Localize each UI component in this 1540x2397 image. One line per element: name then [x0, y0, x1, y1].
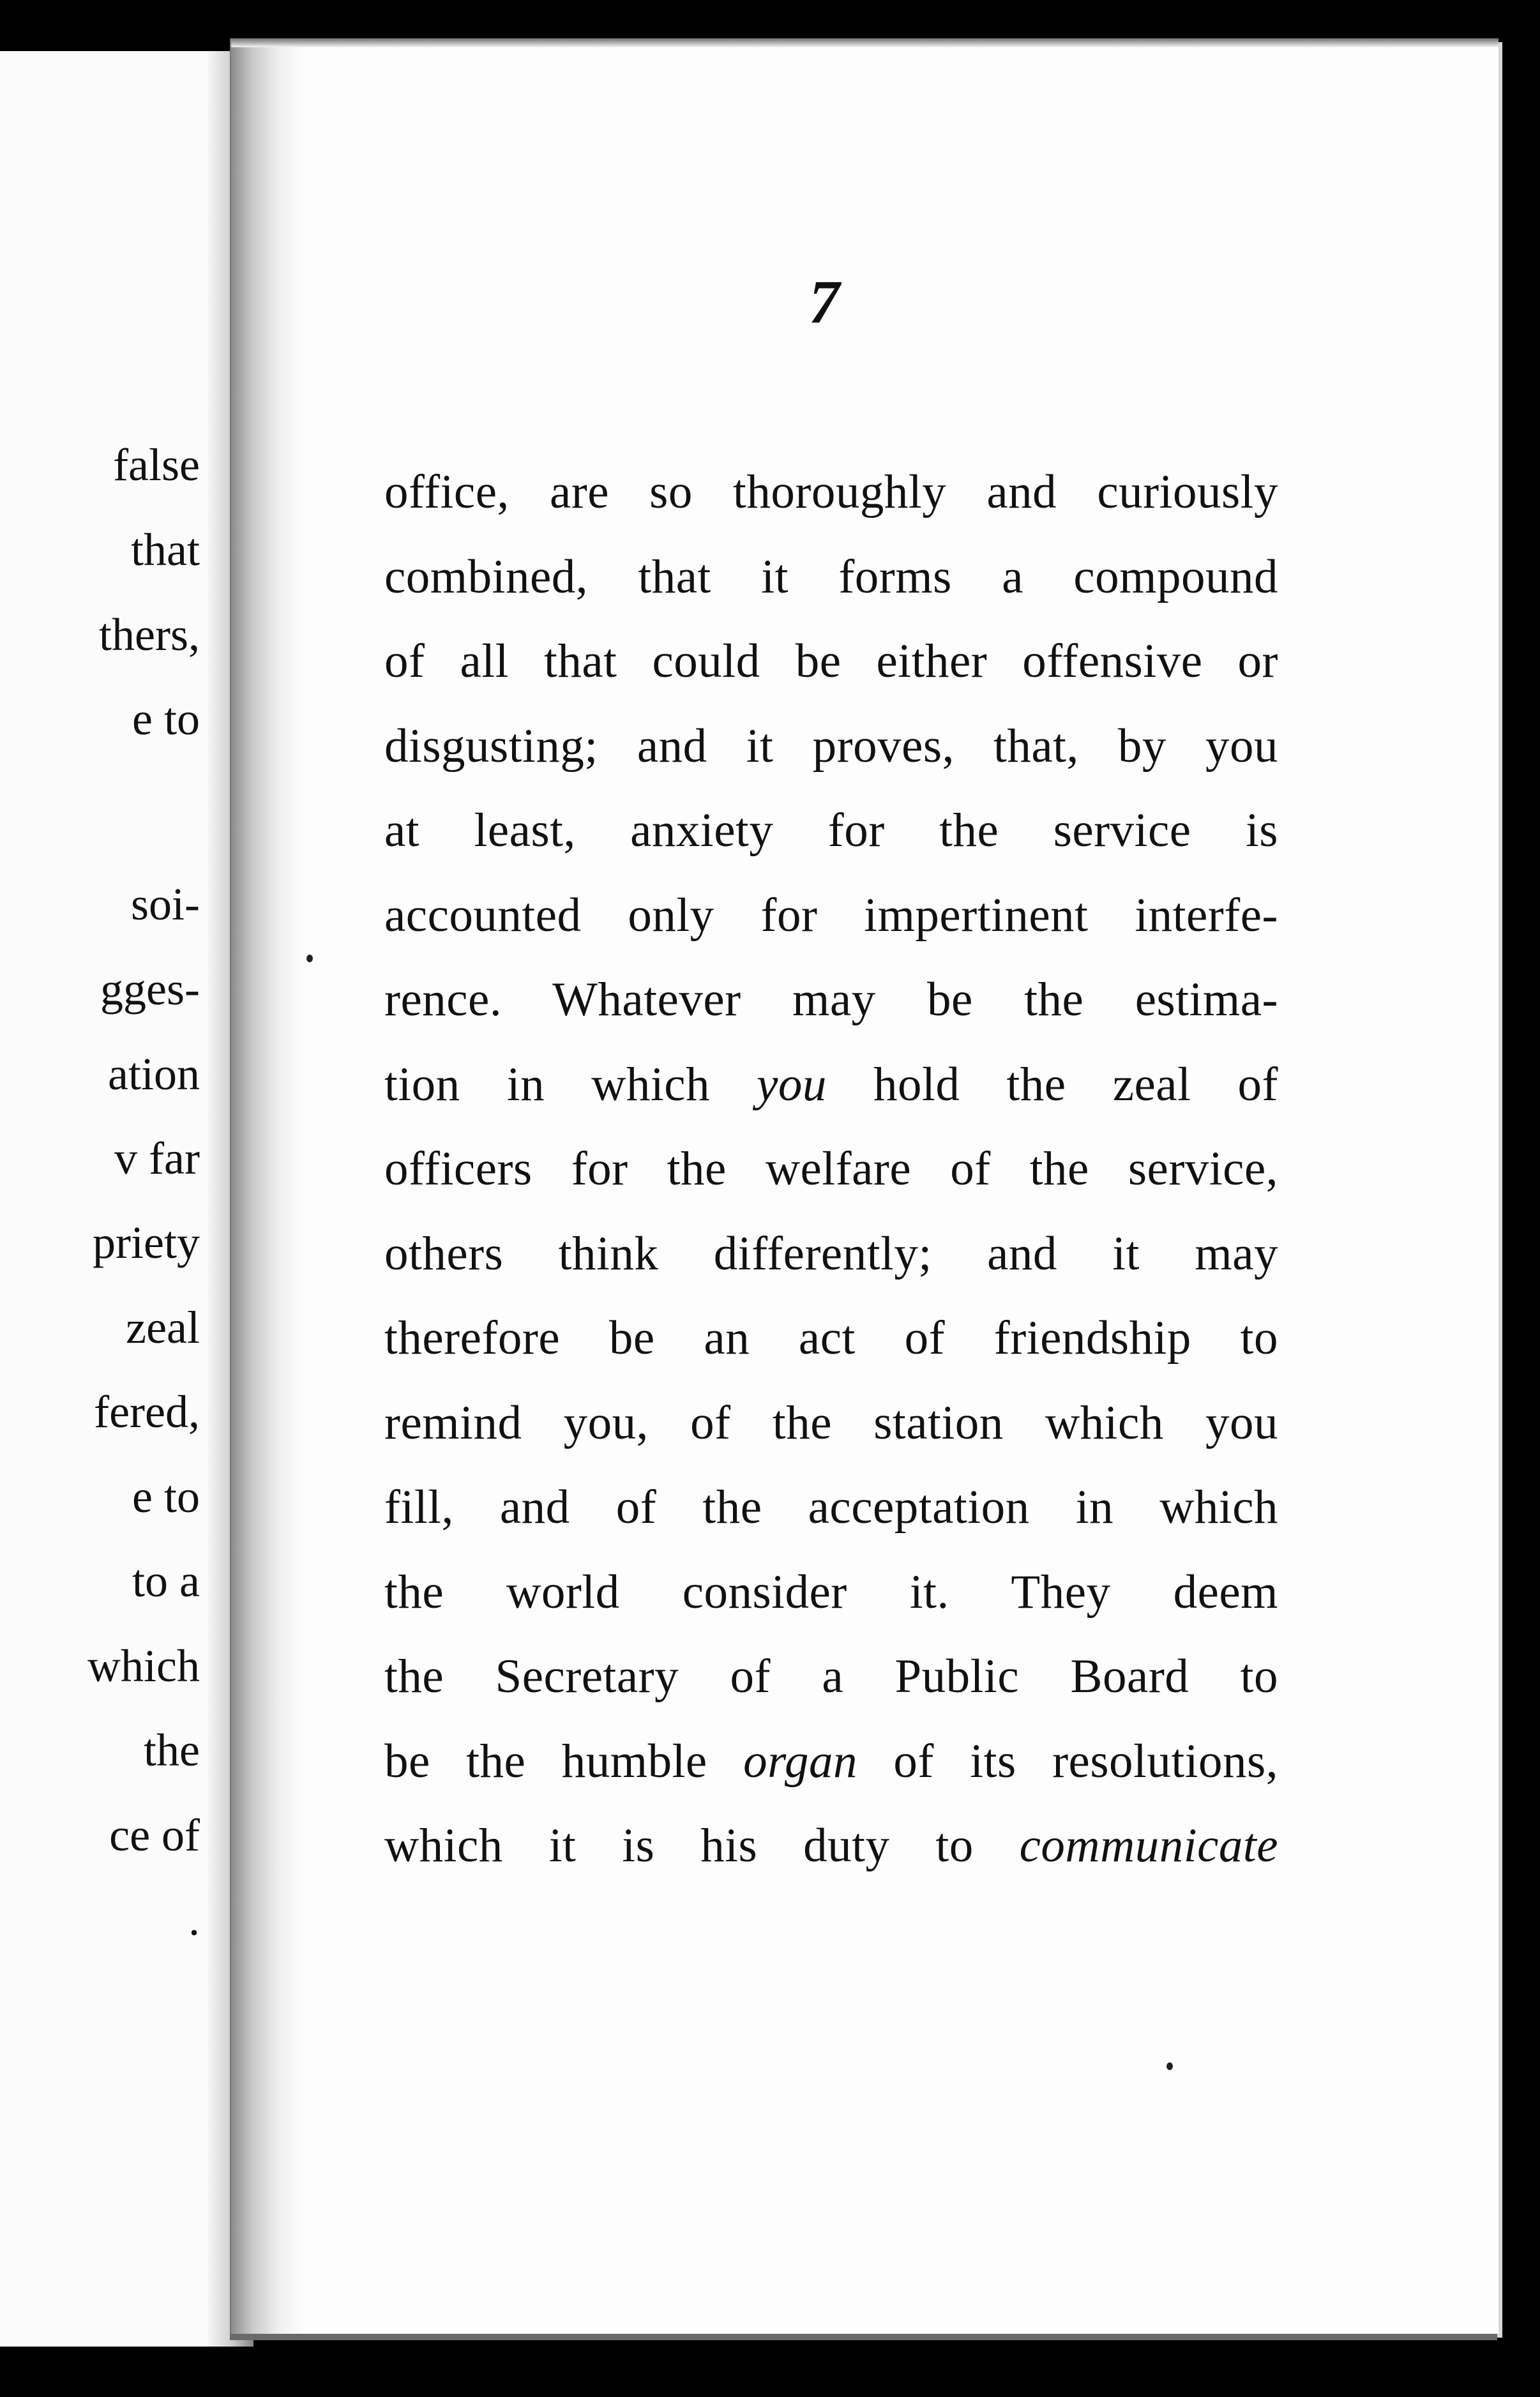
text-line: remind you, of the station which you [384, 1396, 1278, 1449]
ink-speck [306, 955, 313, 962]
body-text [384, 450, 1278, 1889]
italic-word: you [757, 1057, 827, 1111]
left-page-line: priety [93, 1217, 200, 1268]
left-page-line: false [113, 439, 200, 490]
text-line [384, 1043, 1278, 1128]
text-line: rence. Whatever may be the estima- [384, 973, 1278, 1026]
left-page-fragment [0, 51, 253, 2347]
text-line: the world consider it. They deem [384, 1565, 1278, 1619]
text-line: the Secretary of a Public Board to [384, 1650, 1278, 1703]
left-page-line: v far [114, 1133, 200, 1184]
italic-word: communicate [1019, 1819, 1278, 1872]
right-page-gutter [231, 38, 301, 2334]
left-page-line: the [144, 1725, 200, 1776]
left-page-line: which [87, 1640, 200, 1691]
italic-word: organ [743, 1734, 858, 1788]
text-run: hold the zeal of [826, 1057, 1278, 1111]
left-page-line: thers, [99, 609, 200, 660]
left-page-line: fered, [94, 1386, 200, 1437]
text-line: therefore be an act of friendship to [384, 1312, 1278, 1365]
left-page-line: ation [108, 1048, 200, 1100]
left-page-line: to a [132, 1555, 200, 1607]
text-line: officers for the welfare of the service, [384, 1142, 1278, 1195]
text-line: disgusting; and it proves, that, by you [384, 719, 1278, 773]
right-page [230, 38, 1498, 2334]
text-line [384, 1804, 1278, 1889]
page-number: 7 [809, 268, 840, 336]
page-bottom-edge [230, 2334, 1497, 2340]
text-line: accounted only for impertinent interfe- [384, 888, 1278, 942]
left-page-line: e to [132, 1471, 200, 1522]
text-line [384, 1720, 1278, 1804]
left-page-line: e to [132, 693, 200, 745]
text-run: be the humble [384, 1734, 744, 1788]
left-page-line: . [188, 1894, 200, 1945]
left-page-line: gges- [100, 964, 200, 1015]
text-line: office, are so thoroughly and curiously [384, 465, 1278, 518]
left-page-line: that [131, 524, 200, 575]
left-page-line: zeal [126, 1302, 200, 1353]
text-line: combined, that it forms a compound [384, 550, 1278, 603]
text-line: fill, and of the acceptation in which [384, 1481, 1278, 1534]
right-page-top-edge [231, 38, 1498, 47]
text-run: which it is his duty to [384, 1819, 1020, 1872]
left-page-line: ce of [109, 1810, 200, 1861]
text-line: of all that could be either offensive or [384, 635, 1278, 688]
ink-speck [1166, 2062, 1173, 2070]
text-run: tion in which [384, 1057, 757, 1111]
text-line: at least, anxiety for the service is [384, 804, 1278, 857]
text-run: of its resolutions, [857, 1734, 1278, 1788]
text-line: others think differently; and it may [384, 1227, 1278, 1280]
left-page-line: soi- [131, 879, 200, 930]
